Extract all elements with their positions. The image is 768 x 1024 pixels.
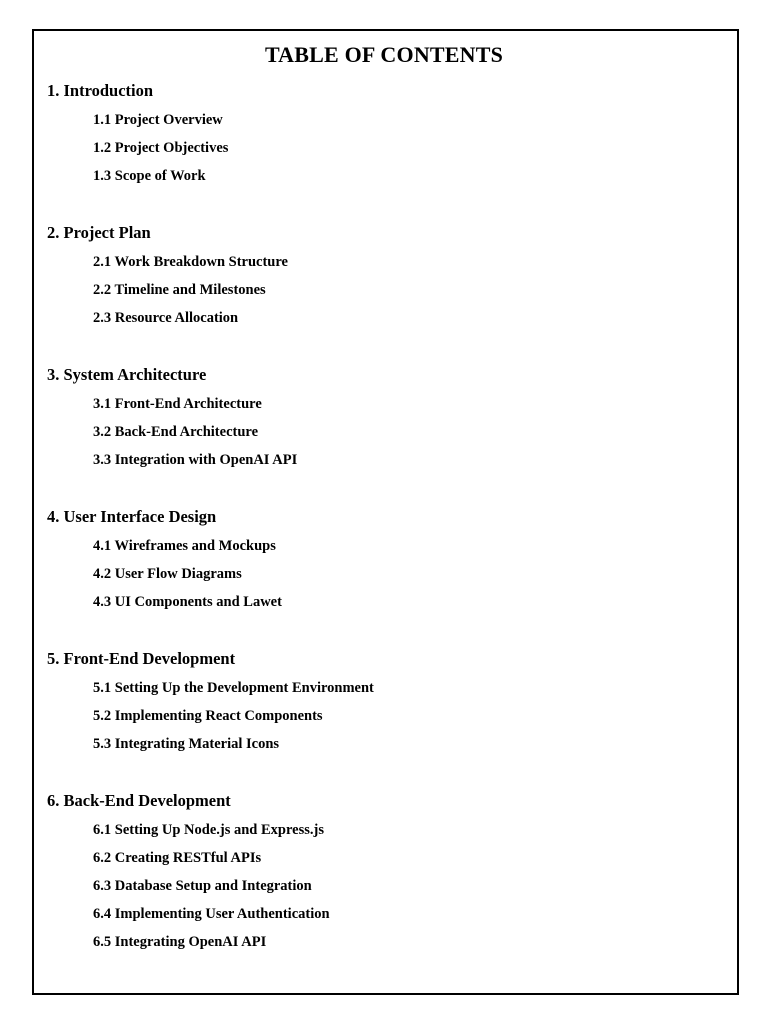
toc-entry: 2.1 Work Breakdown Structure <box>93 254 288 270</box>
toc-section-user-interface-design <box>47 506 727 619</box>
toc-title: TABLE OF CONTENTS <box>264 42 504 67</box>
section-heading: 4. User Interface Design <box>47 507 217 526</box>
section-heading: 1. Introduction <box>47 81 154 100</box>
toc-entry: 4.2 User Flow Diagrams <box>93 566 242 582</box>
toc-entry: 1.1 Project Overview <box>93 112 223 128</box>
section-heading: 5. Front-End Development <box>47 649 236 668</box>
toc-entry: 4.1 Wireframes and Mockups <box>93 538 276 554</box>
toc-entry: 2.2 Timeline and Milestones <box>93 282 266 298</box>
section-heading: 3. System Architecture <box>47 365 207 384</box>
toc-entry: 1.2 Project Objectives <box>93 140 229 156</box>
toc-entry: 1.3 Scope of Work <box>93 168 206 184</box>
toc-entry: 2.3 Resource Allocation <box>93 310 239 326</box>
toc-entry: 5.3 Integrating Material Icons <box>93 736 280 752</box>
section-heading: 6. Back-End Development <box>47 791 231 810</box>
toc-entry: 5.2 Implementing React Components <box>93 708 323 724</box>
toc-entry: 3.3 Integration with OpenAI API <box>93 452 298 468</box>
toc-entry: 4.3 UI Components and Lawet <box>93 594 282 610</box>
section-heading: 2. Project Plan <box>47 223 151 242</box>
toc-entry: 6.4 Implementing User Authentication <box>93 906 330 922</box>
toc-entry: 3.1 Front-End Architecture <box>93 396 262 412</box>
toc-entry: 6.1 Setting Up Node.js and Express.js <box>93 822 324 838</box>
toc-entry: 6.2 Creating RESTful APIs <box>93 850 262 866</box>
toc-entry: 3.2 Back-End Architecture <box>93 424 259 440</box>
toc-entry: 6.3 Database Setup and Integration <box>93 878 312 894</box>
toc-section-project-plan <box>47 222 727 335</box>
toc-list <box>47 80 727 988</box>
toc-entry: 5.1 Setting Up the Development Environment <box>93 680 374 696</box>
toc-section-back-end-development <box>47 790 727 959</box>
toc-section-introduction <box>47 80 727 193</box>
toc-section-front-end-development <box>47 648 727 761</box>
toc-section-system-architecture <box>47 364 727 477</box>
toc-entry: 6.5 Integrating OpenAI API <box>93 934 267 950</box>
